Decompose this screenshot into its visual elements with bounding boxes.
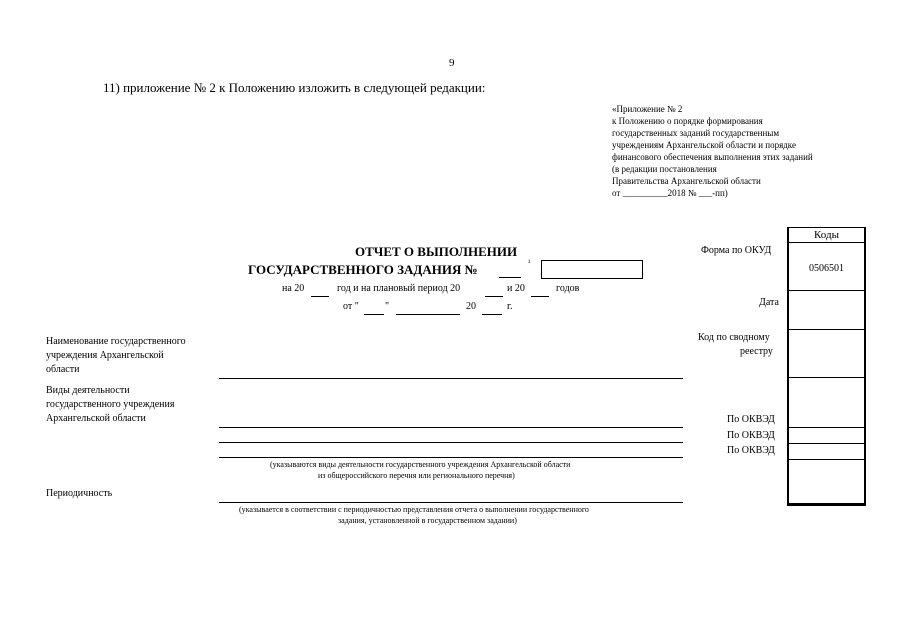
attachment-line: к Положению о порядке формирования (612, 116, 763, 126)
number-box[interactable] (541, 260, 643, 279)
activity-kind-field[interactable] (219, 442, 683, 443)
label-line: Виды деятельности (46, 385, 130, 396)
period-text-4: годов (556, 283, 580, 294)
report-title-line2: ГОСУДАРСТВЕННОГО ЗАДАНИЯ № (248, 262, 478, 277)
attachment-line: от __________2018 № ___-пп) (612, 188, 728, 198)
registry-cell[interactable] (789, 330, 864, 378)
okud-cell[interactable]: 0506501 (789, 243, 864, 291)
okved-cell[interactable] (789, 428, 864, 444)
day-blank[interactable] (364, 314, 384, 315)
period-text-1: на 20 (282, 283, 305, 294)
date-label: Дата (759, 297, 779, 308)
registry-label-1: Код по сводному (698, 332, 770, 343)
attachment-line: учреждениям Архангельской области и порядке (612, 140, 796, 150)
attachment-line: (в редакции постановления (612, 164, 717, 174)
activity-kinds-label (46, 384, 174, 426)
periodicity-note-2: задания, установленной в государственном задании) (338, 516, 517, 525)
date-g: г. (507, 301, 513, 312)
year-blank[interactable] (311, 296, 329, 297)
label-line: государственного учреждения (46, 399, 175, 410)
okved-cell[interactable] (789, 378, 864, 428)
periodicity-field[interactable] (219, 502, 683, 503)
attachment-line: Правительства Архангельской области (612, 176, 761, 186)
intro-text: 11) приложение № 2 к Положению изложить в следующей редакции: (103, 80, 486, 95)
attachment-block (612, 103, 813, 199)
attachment-line: «Приложение № 2 (612, 104, 683, 114)
page-number: 9 (449, 57, 455, 69)
institution-name-field[interactable] (219, 378, 683, 379)
institution-name-label (46, 335, 186, 377)
month-blank[interactable] (396, 314, 460, 315)
year-blank[interactable] (485, 296, 503, 297)
periodicity-cell[interactable] (789, 460, 864, 504)
periodicity-label: Периодичность (46, 488, 113, 499)
date-year-prefix: 20 (466, 301, 476, 312)
report-title-line1: ОТЧЕТ О ВЫПОЛНЕНИИ (355, 244, 518, 259)
period-text-3: и 20 (507, 283, 525, 294)
codes-header: Коды (789, 228, 864, 243)
date-cell[interactable] (789, 291, 864, 330)
okved-cell[interactable] (789, 444, 864, 460)
okud-label: Форма по ОКУД (701, 245, 772, 256)
date-quote: " (385, 301, 390, 312)
period-text-2: год и на плановый период 20 (337, 283, 461, 294)
number-blank (499, 277, 521, 278)
date-from: от " (343, 301, 359, 312)
activity-kind-field[interactable] (219, 427, 683, 428)
registry-label-2: реестру (740, 346, 773, 357)
footnote-mark: ¹ (528, 258, 531, 267)
okved-label: По ОКВЭД (727, 430, 775, 441)
okved-label: По ОКВЭД (727, 414, 775, 425)
attachment-line: государственных заданий государственным (612, 128, 780, 138)
label-line: области (46, 364, 80, 375)
okved-label: По ОКВЭД (727, 445, 775, 456)
attachment-line: финансового обеспечения выполнения этих заданий (612, 152, 813, 162)
label-line: Наименование государственного (46, 336, 186, 347)
year-blank[interactable] (482, 314, 502, 315)
label-line: учреждения Архангельской (46, 350, 164, 361)
year-blank[interactable] (531, 296, 549, 297)
kinds-note-1: (указываются виды деятельности государственного учреждения Архангельской области (270, 460, 571, 469)
periodicity-note-1: (указывается в соответствии с периодичностью представления отчета о выполнении государственного (239, 505, 589, 514)
codes-table (787, 227, 866, 506)
kinds-note-2: из общероссийского перечня или регионального перечня) (318, 471, 515, 480)
activity-kind-field[interactable] (219, 457, 683, 458)
label-line: Архангельской области (46, 413, 146, 424)
